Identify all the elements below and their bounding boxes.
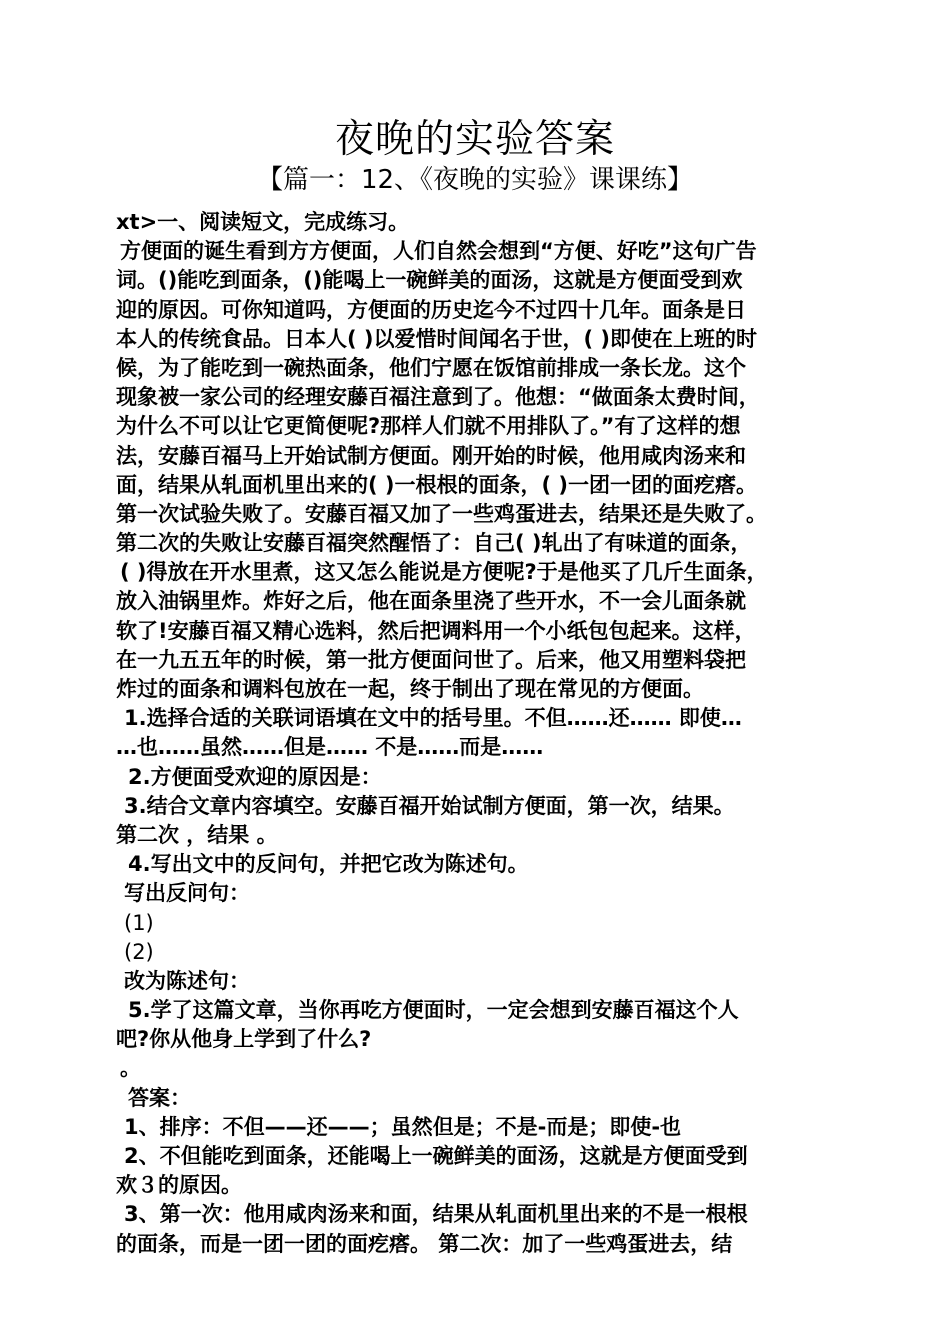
answer-2-cont: 欢３的原因。 [116,1173,242,1198]
text-line: 候，为了能吃到一碗热面条，他们宁愿在饭馆前排成一条长龙。这个 [116,355,746,380]
text-line: 词。()能吃到面条，()能喝上一碗鲜美的面汤，这就是方便面受到欢 [116,268,743,293]
text-line: 迎的原因。可你知道吗，方便面的历史迄今不过四十几年。面条是日 [116,297,746,322]
text-line: 面，结果从轧面机里出来的( )一根根的面条，( )一团一团的面疙瘩。 [116,472,758,497]
question-2: 2.方便面受欢迎的原因是： [128,764,382,789]
answer-1: 1、排序：不但——还——；虽然但是；不是-而是；即使-也 [124,1114,682,1139]
document-subtitle: 【篇一：12、《夜晚的实验》课课练】 [256,165,694,195]
question-1-cont: …也……虽然……但是…… 不是……而是…… [116,735,544,760]
document-title: 夜晚的实验答案 [334,117,615,162]
answer-slot-2: (2) [124,939,154,964]
text-line: ( )得放在开水里煮，这又怎么能说是方便呢?于是他买了几斤生面条， [120,560,768,585]
text-line: 为什么不可以让它更简便呢?那样人们就不用排队了。”有了这样的想 [116,414,741,439]
answers-heading: 答案： [128,1085,191,1110]
text-line: 在一九五五年的时候，第一批方便面问世了。后来，他又用塑料袋把 [116,647,746,672]
answer-3-cont: 的面条，而是一团一团的面疙瘩。 第二次：加了一些鸡蛋进去，结 [116,1231,733,1256]
text-line: 。 [120,1056,141,1081]
text-line: 第一次试验失败了。安藤百福又加了一些鸡蛋进去，结果还是失败了。 [116,501,767,526]
text-line: 现象被一家公司的经理安藤百福注意到了。他想：“做面条太费时间， [116,385,760,410]
question-3: 3.结合文章内容填空。安藤百福开始试制方便面，第一次，结果。 [124,793,735,818]
question-4-part-b: 改为陈述句： [124,968,250,993]
question-4-part-a: 写出反问句： [124,881,250,906]
text-line: 本人的传统食品。日本人( )以爱惜时间闻名于世，( )即使在上班的时 [116,326,758,351]
text-line: 方便面的诞生看到方方便面，人们自然会想到“方便、好吃”这句广告 [120,239,757,264]
text-line: 放入油锅里炸。炸好之后，他在面条里浇了些开水，不一会儿面条就 [116,589,746,614]
answer-3: 3、第一次：他用咸肉汤来和面，结果从轧面机里出来的不是一根根 [124,1202,748,1227]
question-3-cont: 第二次 ，结果 。 [116,822,278,847]
text-line: 软了!安藤百福又精心选料，然后把调料用一个小纸包包起来。这样， [116,618,756,643]
text-line: 法，安藤百福马上开始试制方便面。刚开始的时候，他用咸肉汤来和 [116,443,746,468]
question-1: 1.选择合适的关联词语填在文中的括号里。不但……还…… 即使… [124,706,742,731]
question-4: 4.写出文中的反问句，并把它改为陈述句。 [128,852,529,877]
text-line: xt>一、阅读短文，完成练习。 [116,210,410,234]
answer-2: 2、不但能吃到面条，还能喝上一碗鲜美的面汤，这就是方便面受到 [124,1144,748,1168]
question-5: 5.学了这篇文章，当你再吃方便面时，一定会想到安藤百福这个人 [128,998,739,1023]
document-body [116,208,838,1259]
question-5-cont: 吧?你从他身上学到了什么? [116,1027,372,1052]
answer-slot-1: (1) [124,910,154,935]
text-line: 炸过的面条和调料包放在一起，终于制出了现在常见的方便面。 [116,677,704,701]
text-line: 第二次的失败让安藤百福突然醒悟了：自己( )轧出了有味道的面条， [116,531,752,556]
